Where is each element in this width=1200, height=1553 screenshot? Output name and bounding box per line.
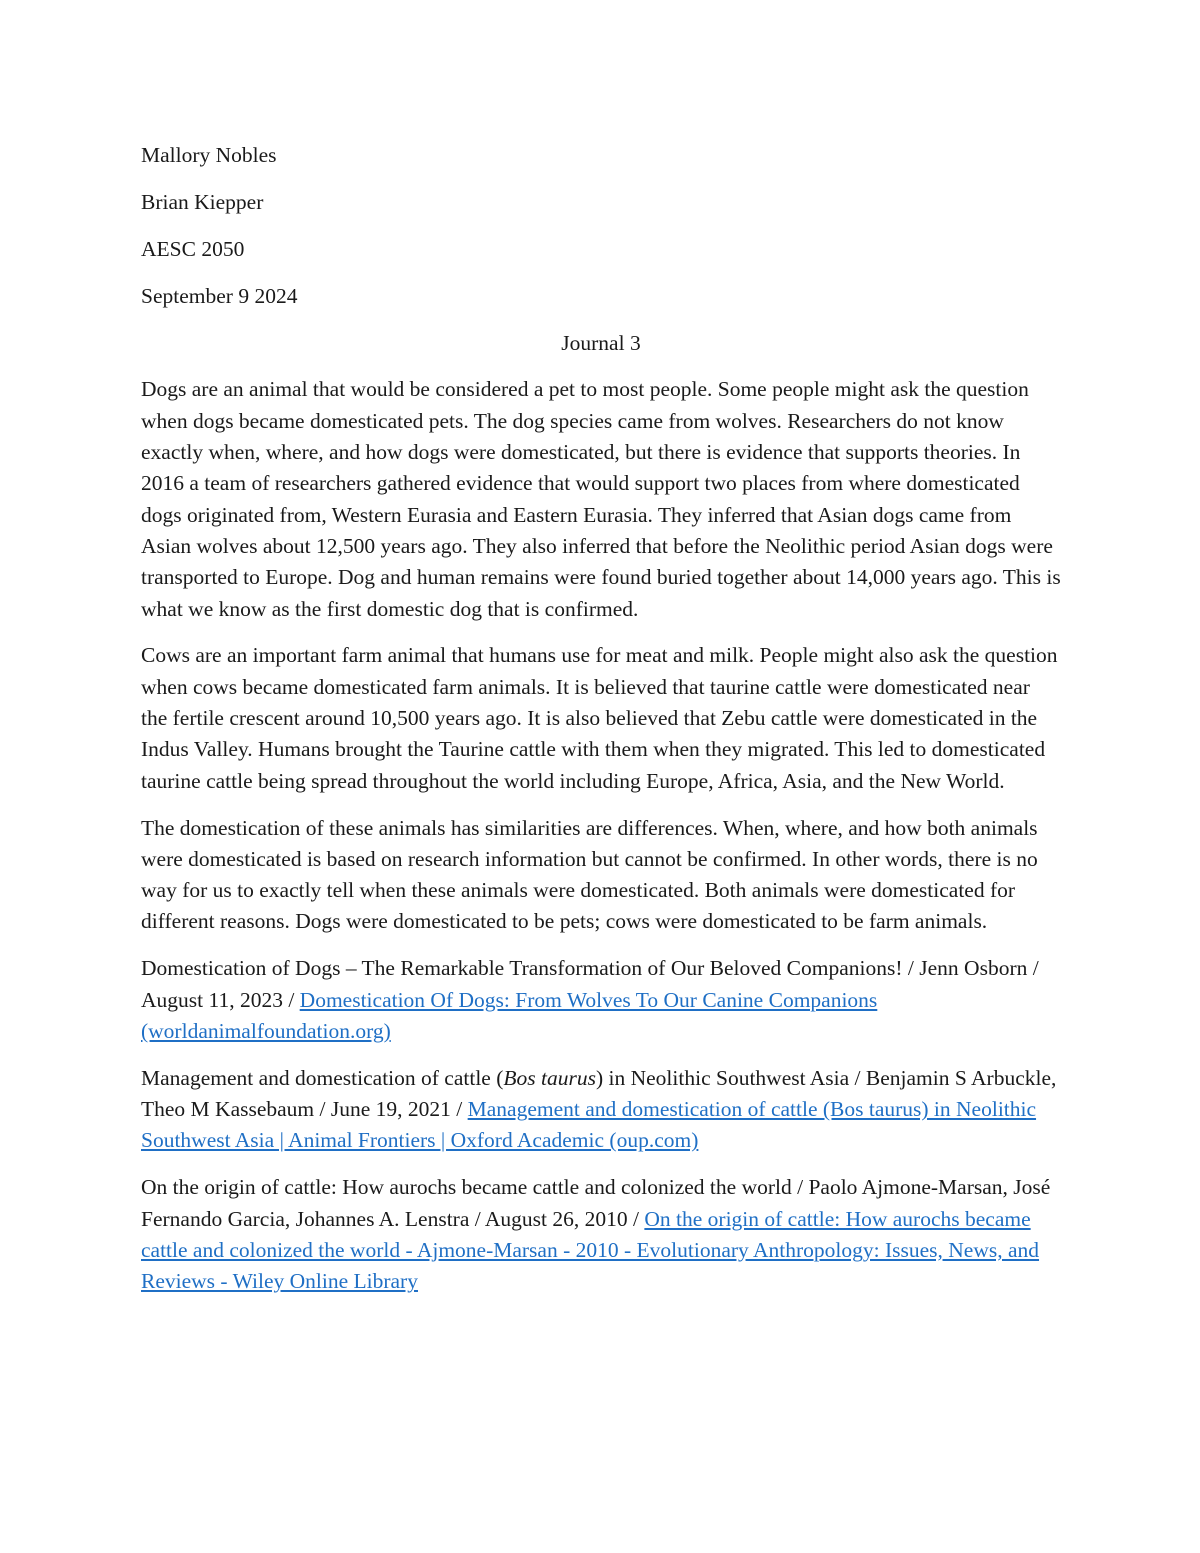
reference-1-text: Domestication of Dogs – The Remarkable Transformation of Our Beloved Companions! / Jenn Osborn / August 11, 2023 / [141, 956, 1039, 1012]
reference-2-link[interactable]: Management and domestication of cattle (Bos taurus) in Neolithic Southwest Asia | Animal Frontiers | Oxford Academic (oup.com) [141, 1097, 1037, 1153]
author-name: Mallory Nobles [141, 143, 277, 167]
reference-2-text-before: Management and domestication of cattle ( [141, 1065, 504, 1090]
paragraph-comparison: The domestication of these animals has similarities are differences. When, where, and how both animals were domesticated is based on research information but cannot be confirmed. In other words, there is no way for us to exactly tell when these animals were domesticated. Both animals were domesticated for different reasons. Dogs were domesticated to be pets; cows were domesticated to be farm animals. [141, 815, 1038, 934]
reference-2 [141, 1063, 1061, 1157]
paragraph-cows: Cows are an important farm animal that humans use for meat and milk. People might also ask the question when cows became domesticated farm animals. It is believed that taurine cattle were domesticated near the fertile crescent around 10,500 years ago. It is also believed that Zebu cattle were domesticated in the Indus Valley. Humans brought the Taurine cattle with them when they migrated. This led to domesticated taurine cattle being spread throughout the world including Europe, Africa, Asia, and the New World. [141, 643, 1058, 793]
instructor-name: Brian Kiepper [141, 189, 264, 214]
reference-3-link[interactable]: On the origin of cattle: How aurochs became cattle and colonized the world - Ajmone-Marsan - 2010 - Evolutionary Anthropology: Issues, News, and Reviews - Wiley Online Library [141, 1206, 1040, 1294]
reference-1-link[interactable]: Domestication Of Dogs: From Wolves To Our Canine Companions (worldanimalfoundation.org) [141, 987, 878, 1043]
document-page [141, 140, 1061, 1313]
document-date: September 9 2024 [141, 283, 298, 308]
reference-2-text-after: ) in Neolithic Southwest Asia / Benjamin S Arbuckle, Theo M Kassebaum / June 19, 2021 / [141, 1065, 1057, 1122]
reference-3-text: On the origin of cattle: How aurochs became cattle and colonized the world / Paolo Ajmone-Marsan, José Fernando Garcia, Johannes A. Lenstra / August 26, 2010 / [141, 1175, 1051, 1231]
document-title: Journal 3 [561, 330, 641, 355]
course-code: AESC 2050 [141, 236, 245, 261]
reference-3 [141, 1172, 1061, 1297]
paragraph-dogs: Dogs are an animal that would be considered a pet to most people. Some people might ask the question when dogs became domesticated pets. The dog species came from wolves. Researchers do not know exactly when, where, and how dogs were domesticated, but there is evidence that supports theories. In 2016 a team of researchers gathered evidence that would support two places from where domesticated dogs originated from, Western Eurasia and Eastern Eurasia. They inferred that Asian dogs came from Asian wolves about 12,500 years ago. They also inferred that before the Neolithic period Asian dogs were transported to Europe. Dog and human remains were found buried together about 14,000 years ago. This is what we know as the first domestic dog that is confirmed. [141, 377, 1061, 621]
reference-2-italic-species: Bos taurus [503, 1065, 596, 1090]
reference-1 [141, 953, 1061, 1047]
